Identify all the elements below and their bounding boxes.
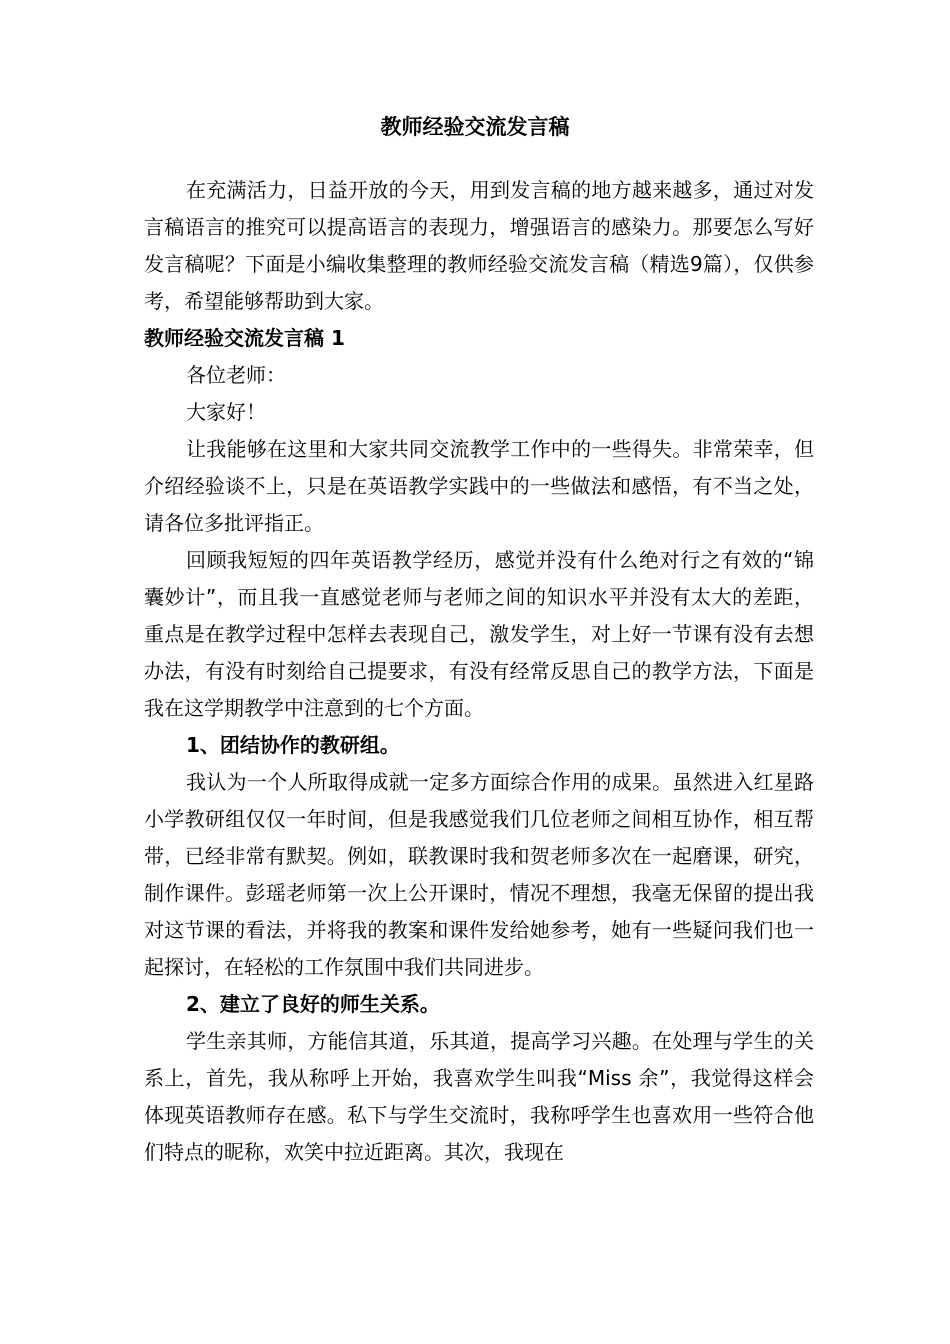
body-paragraph: 回顾我短短的四年英语教学经历，感觉并没有什么绝对行之有效的“锦囊妙计”，而且我一直感觉老师与老师之间的知识水平并没有太大的差距，重点是在教学过程中怎样去表现自己，激发学生，对上好一节课有没有去想办法，有没有时刻给自己提要求，有没有经常反思自己的教学方法，下面是我在这学期教学中注意到的七个方面。 (144, 548, 814, 720)
point-heading: 1、团结协作的教研组。 (186, 733, 400, 757)
point-paragraph: 我认为一个人所取得成就一定多方面综合作用的成果。虽然进入红星路小学教研组仅仅一年时间，但是我感觉我们几位老师之间相互协作，相互帮带，已经非常有默契。例如，联教课时我和贺老师多次在一起磨课，研究，制作课件。彭瑶老师第一次上公开课时，情况不理想，我毫无保留的提出我对这节课的看法，并将我的教案和课件发给她参考，她有一些疑问我们也一起探讨，在轻松的工作氛围中我们共同进步。 (144, 770, 814, 979)
greeting-line: 各位老师： (186, 363, 286, 387)
point-heading: 2、建立了良好的师生关系。 (186, 992, 440, 1016)
hello-line: 大家好！ (186, 400, 266, 424)
intro-paragraph: 在充满活力，日益开放的今天，用到发言稿的地方越来越多，通过对发言稿语言的推究可以提高语言的表现力，增强语言的感染力。那要怎么写好发言稿呢？下面是小编收集整理的教师经验交流发言稿（精选9篇），仅供参考，希望能够帮助到大家。 (144, 178, 814, 313)
document-title: 教师经验交流发言稿 (380, 115, 570, 139)
point-paragraph: 学生亲其师，方能信其道，乐其道，提高学习兴趣。在处理与学生的关系上，首先，我从称呼上开始，我喜欢学生叫我“Miss 余”，我觉得这样会体现英语教师存在感。私下与学生交流时，我称呼学生也喜欢用一些符合他们特点的昵称，欢笑中拉近距离。其次，我现在 (144, 1029, 814, 1164)
document-body (144, 172, 814, 1171)
section-title: 教师经验交流发言稿 1 (144, 326, 345, 350)
body-paragraph: 让我能够在这里和大家共同交流教学工作中的一些得失。非常荣幸，但介绍经验谈不上，只是在英语教学实践中的一些做法和感悟，有不当之处，请各位多批评指正。 (144, 437, 814, 535)
